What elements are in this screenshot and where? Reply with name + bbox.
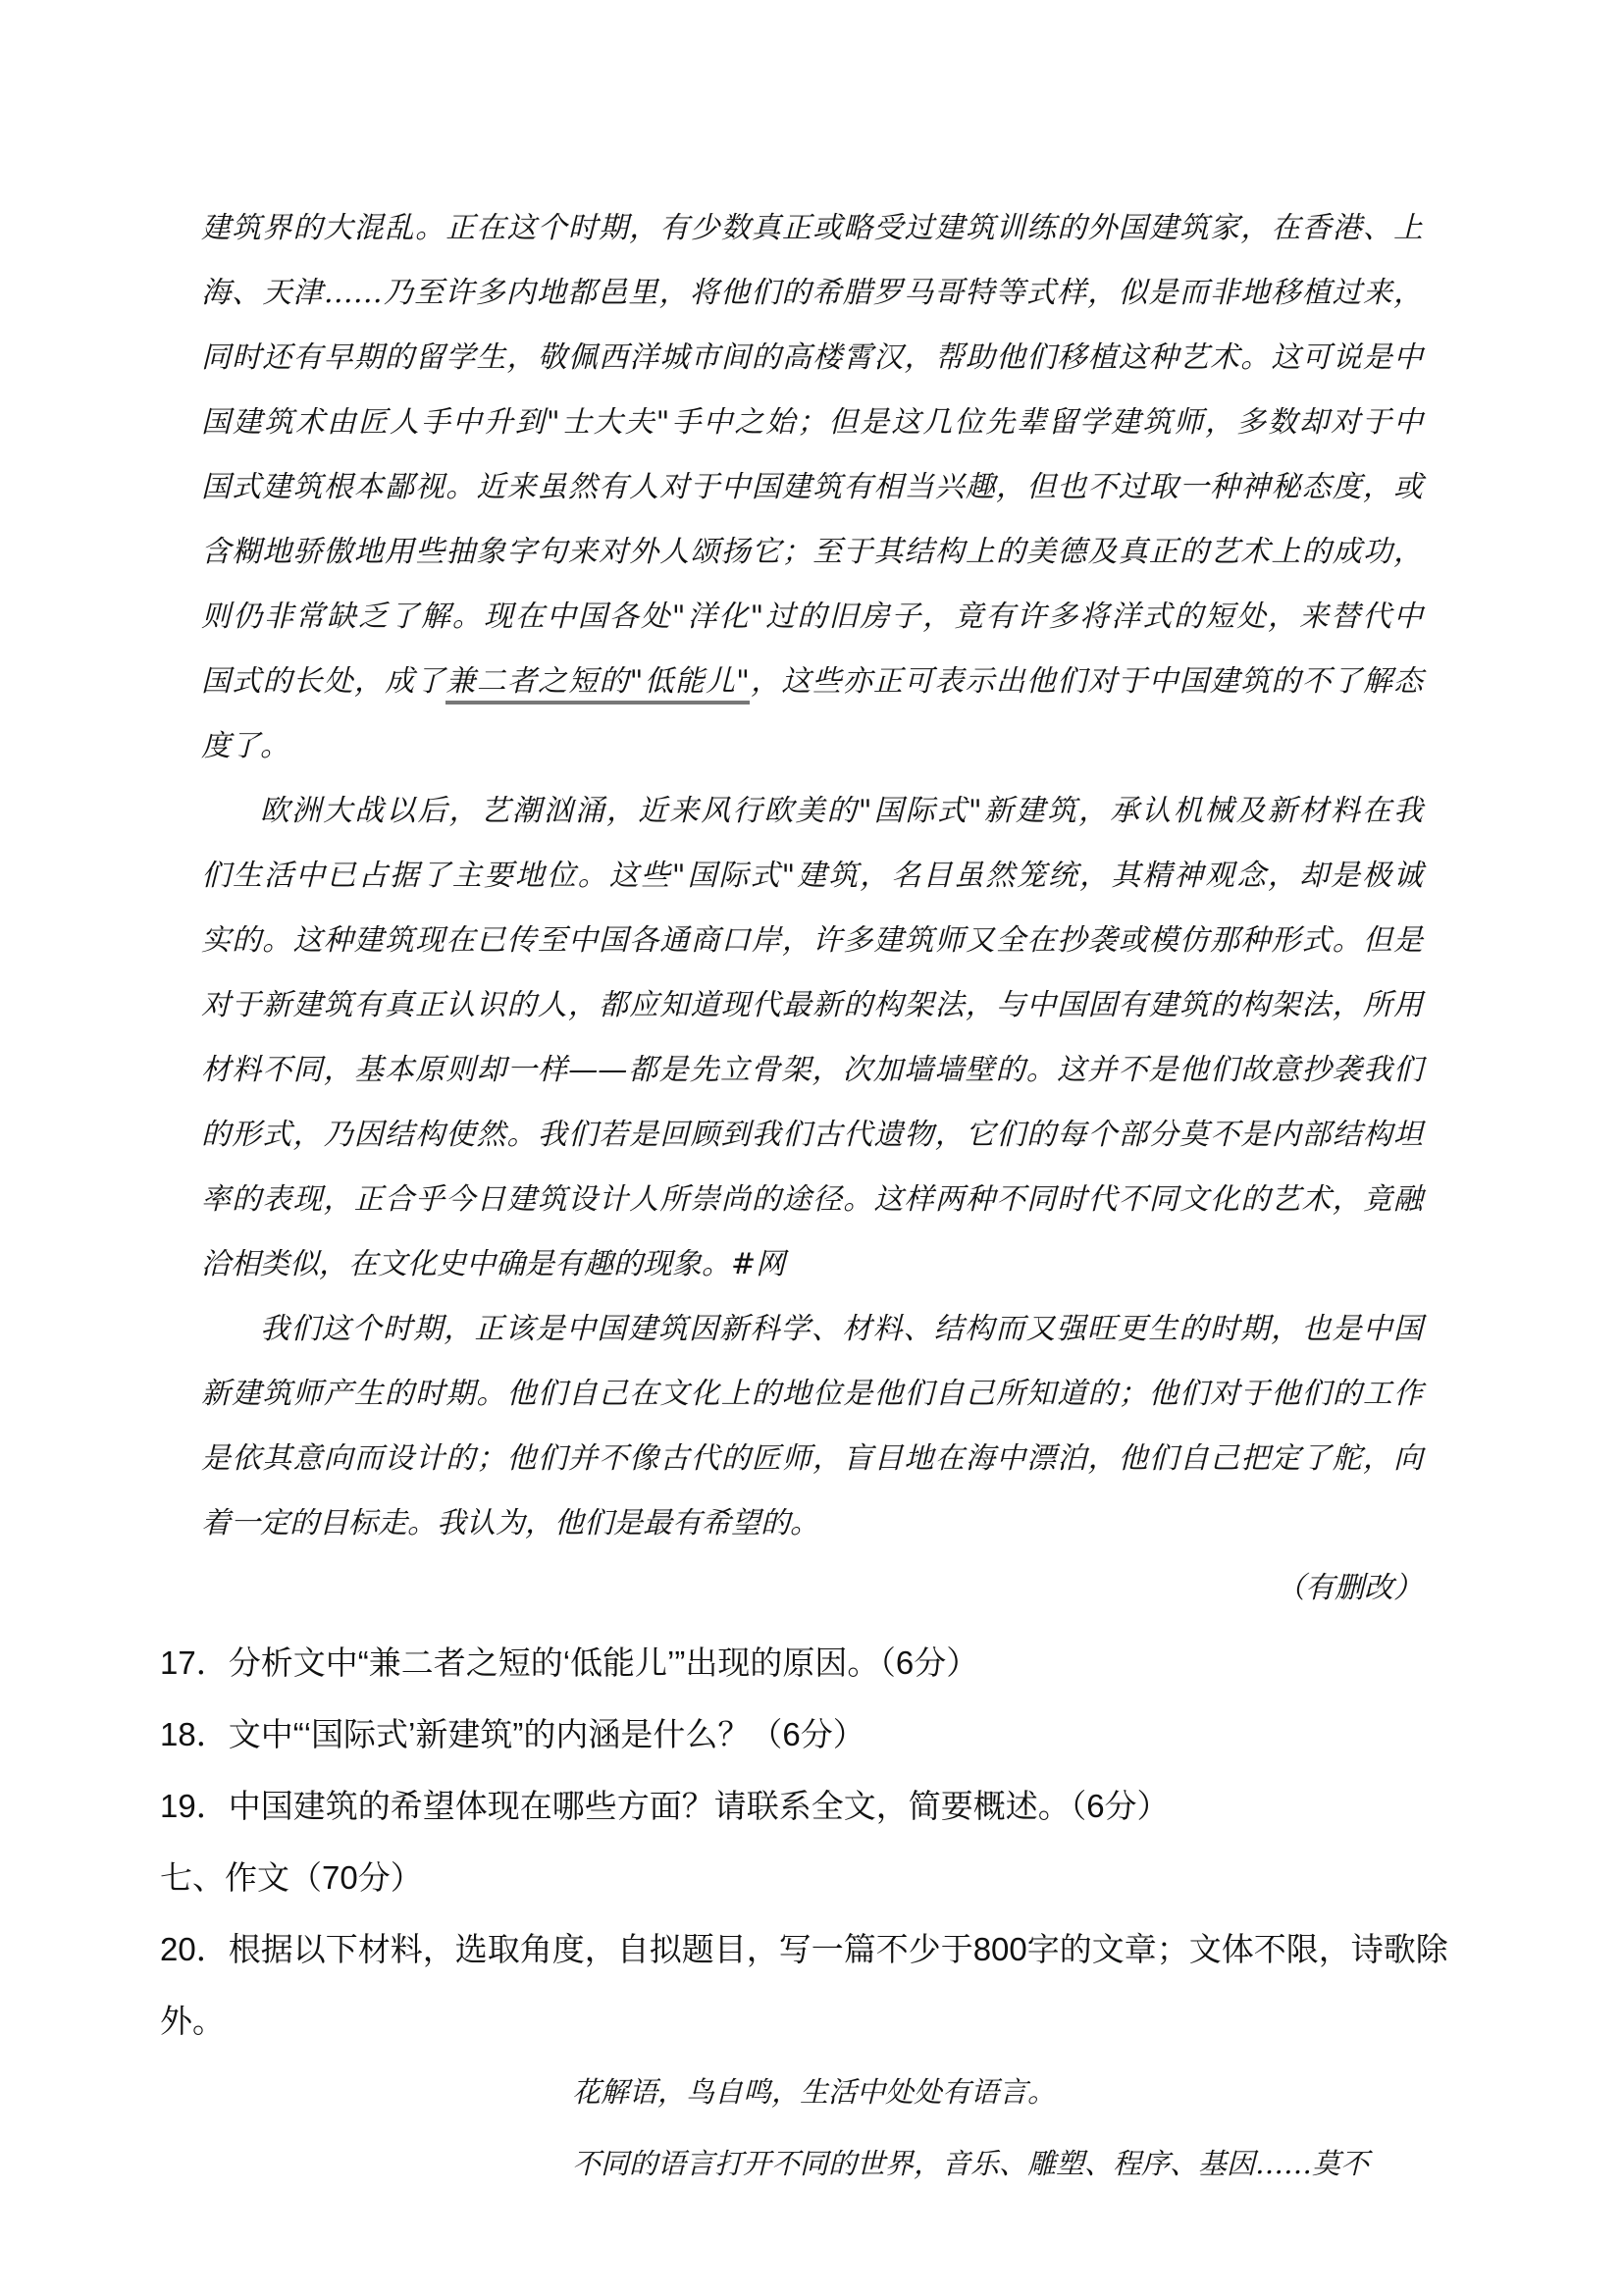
passage-line: 则仍非常缺乏了解。现在中国各处"洋化"过的旧房子，竟有许多将洋式的短处，来替代中 [201, 600, 1423, 634]
passage-paragraph-3 [201, 1297, 1423, 1556]
question-17: 17．分析文中“兼二者之短的‘低能儿’”出现的原因。（6分） [160, 1644, 979, 1681]
passage-line: 是依其意向而设计的；他们并不像古代的匠师，盲目地在海中漂泊，他们自己把定了舵，向 [201, 1441, 1423, 1476]
question-20-line-2: 外。 [160, 2003, 225, 2039]
passage-line: 实的。这种建筑现在已传至中国各通商口岸，许多建筑师又全在抄袭或模仿那种形式。但是 [201, 923, 1423, 958]
passage-line: 对于新建筑有真正认识的人，都应知道现代最新的构架法，与中国固有建筑的构架法，所用 [201, 988, 1423, 1022]
passage-paragraph-2 [201, 779, 1423, 1297]
reading-passage [201, 196, 1423, 1621]
question-18: 18．文中“‘国际式’新建筑”的内涵是什么？（6分） [160, 1716, 865, 1752]
material-line-2: 不同的语言打开不同的世界，音乐、雕塑、程序、基因……莫不 [572, 2147, 1370, 2180]
passage-line: 率的表现，正合乎今日建筑设计人所崇尚的途径。这样两种不同时代不同文化的艺术，竟融 [201, 1182, 1423, 1217]
page-content [160, 196, 1448, 2200]
questions-section [160, 1627, 1448, 2057]
passage-line: 同时还有早期的留学生，敬佩西洋城市间的高楼霄汉，帮助他们移植这种艺术。这可说是中 [201, 340, 1423, 375]
passage-line: 度了。 [201, 729, 289, 763]
essay-material [160, 2057, 1423, 2200]
passage-line: 建筑界的大混乱。正在这个时期，有少数真正或略受过建筑训练的外国建筑家，在香港、上 [201, 211, 1423, 245]
passage-line-with-underline [201, 650, 1423, 714]
passage-line: 含糊地骄傲地用些抽象字句来对外人颂扬它；至于其结构上的美德及真正的艺术上的成功， [201, 535, 1423, 569]
passage-text-segment: 国式的长处，成了 [201, 664, 446, 699]
material-line-1: 花解语，鸟自鸣，生活中处处有语言。 [572, 2075, 1057, 2109]
passage-line: 材料不同，基本原则却一样——都是先立骨架，次加墙墙壁的。这并不是他们故意抄袭我们 [201, 1053, 1423, 1087]
passage-line: 们生活中已占据了主要地位。这些"国际式"建筑，名目虽然笼统，其精神观念，却是极诚 [201, 859, 1423, 893]
passage-line: 我们这个时期，正该是中国建筑因新科学、材料、结构而又强旺更生的时期，也是中国 [260, 1312, 1423, 1346]
passage-line: 海、天津……乃至许多内地都邑里，将他们的希腊罗马哥特等式样，似是而非地移植过来， [201, 276, 1423, 310]
section-heading-essay: 七、作文（70分） [160, 1859, 423, 1896]
underlined-phrase: 兼二者之短的"低能儿" [445, 664, 749, 704]
passage-text-segment: ，这些亦正可表示出他们对于中国建筑的不了解态 [749, 664, 1424, 699]
passage-line: 国式建筑根本鄙视。近来虽然有人对于中国建筑有相当兴趣，但也不过取一种神秘态度，或 [201, 470, 1423, 504]
question-19: 19．中国建筑的希望体现在哪些方面？请联系全文，简要概述。（6分） [160, 1788, 1170, 1824]
passage-line: 新建筑师产生的时期。他们自己在文化上的地位是他们自己所知道的；他们对于他们的工作 [201, 1377, 1423, 1411]
passage-line: 着一定的目标走。我认为，他们是最有希望的。 [201, 1506, 819, 1540]
passage-attribution: （有删改） [1276, 1571, 1423, 1605]
passage-line: 洽相类似，在文化史中确是有趣的现象。#网 [201, 1247, 786, 1281]
question-20-line-1: 20．根据以下材料，选取角度，自拟题目，写一篇不少于800字的文章；文体不限，诗歌除 [160, 1931, 1448, 1967]
passage-line: 欧洲大战以后，艺潮汹涌，近来风行欧美的"国际式"新建筑，承认机械及新材料在我 [260, 794, 1423, 828]
passage-line: 国建筑术由匠人手中升到"士大夫"手中之始；但是这几位先辈留学建筑师，多数却对于中 [201, 405, 1423, 440]
passage-paragraph-1 [201, 196, 1423, 779]
passage-line: 的形式，乃因结构使然。我们若是回顾到我们古代遗物，它们的每个部分莫不是内部结构坦 [201, 1118, 1423, 1152]
